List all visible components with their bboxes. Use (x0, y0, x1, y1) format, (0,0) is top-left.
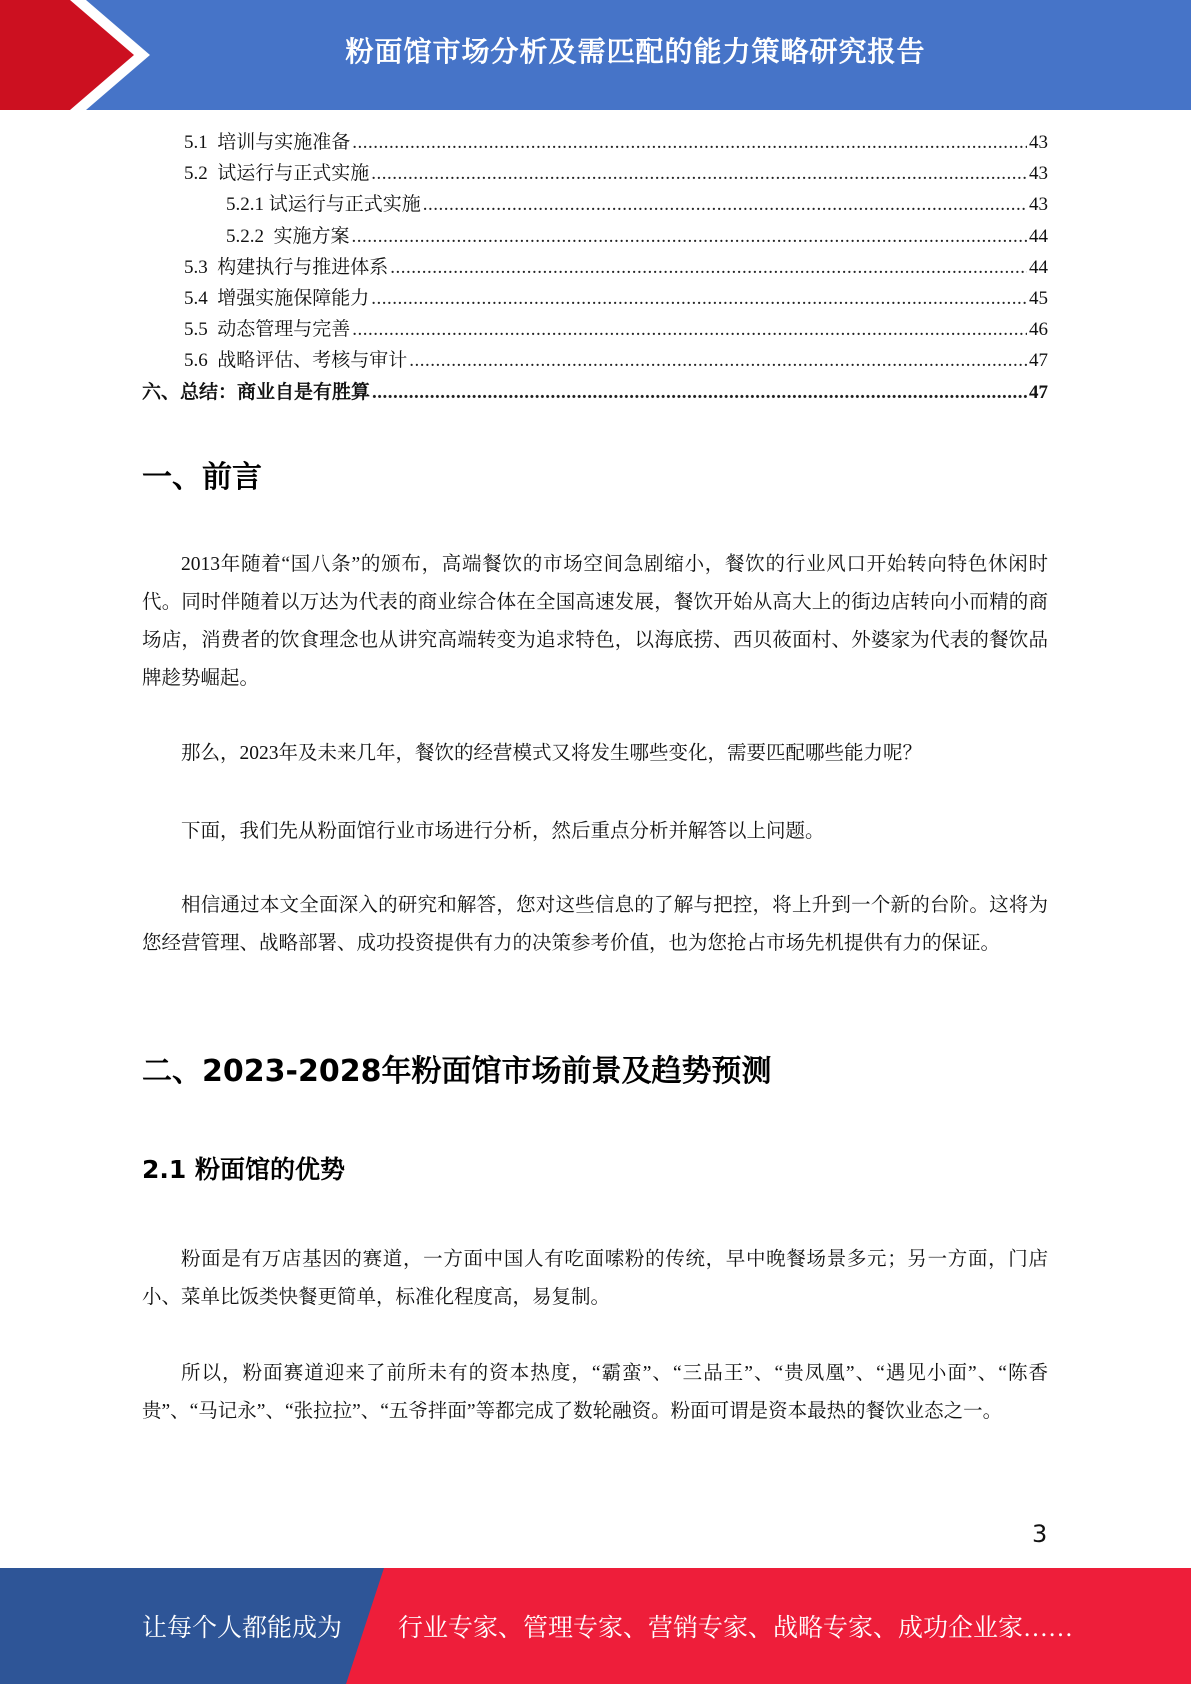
toc-entry-title: 5.2.1 试运行与正式实施 (226, 189, 423, 220)
toc-leader-dots (409, 345, 1027, 376)
toc-leader-dots (352, 314, 1027, 345)
toc-leader-dots (371, 283, 1027, 314)
toc-leader-dots (352, 221, 1027, 252)
toc-entry-page: 43 (1029, 163, 1048, 185)
toc-leader-dots (423, 189, 1027, 220)
paragraph: 粉面是有万店基因的赛道，一方面中国人有吃面嗦粉的传统，早中晚餐场景多元；另一方面，门店小、菜单比饭类快餐更简单，标准化程度高，易复制。 (142, 1249, 1048, 1308)
page-footer (0, 1568, 1191, 1684)
toc-entry-page: 43 (1029, 194, 1048, 216)
toc-leader-dots (390, 252, 1027, 283)
toc-entry[interactable] (142, 377, 1048, 408)
toc-entry[interactable] (142, 158, 1048, 189)
header-title: 粉面馆市场分析及需匹配的能力策略研究报告 (345, 35, 926, 68)
toc-entry[interactable] (142, 345, 1048, 376)
toc-leader-dots (371, 158, 1027, 189)
toc-entry-title: 5.1 培训与实施准备 (184, 127, 352, 158)
paragraph: 那么，2023年及未来几年，餐饮的经营模式又将发生哪些变化，需要匹配哪些能力呢？ (181, 743, 923, 764)
toc-entry-page: 47 (1029, 381, 1048, 403)
page-number: 3 (1032, 1520, 1048, 1548)
section-heading-preface: 一、前言 (142, 460, 262, 495)
toc-entry-page: 44 (1029, 256, 1048, 278)
footer-slogan-right: 行业专家、管理专家、营销专家、战略专家、成功企业家…… (398, 1615, 1074, 1642)
toc-entry[interactable] (142, 189, 1048, 220)
toc-entry-title: 5.4 增强实施保障能力 (184, 283, 371, 314)
toc-entry[interactable] (142, 252, 1048, 283)
toc-entry[interactable] (142, 314, 1048, 345)
paragraph: 所以，粉面赛道迎来了前所未有的资本热度，“霸蛮”、“三品王”、“贵凤凰”、“遇见小面”、“陈香贵”、“马记永”、“张拉拉”、“五爷拌面”等都完成了数轮融资。粉面可谓是资本最热的餐饮业态之一。 (142, 1363, 1048, 1422)
toc-entry-page: 47 (1029, 350, 1048, 372)
toc-entry-page: 43 (1029, 132, 1048, 153)
section-heading-forecast: 二、2023-2028年粉面馆市场前景及趋势预测 (142, 1054, 772, 1089)
page-header (0, 0, 1191, 110)
toc-entry-title: 5.2 试运行与正式实施 (184, 158, 371, 189)
toc-entry-title: 六、总结：商业自是有胜算 (142, 377, 372, 408)
toc-entry[interactable] (142, 221, 1048, 252)
footer-slogan-left: 让每个人都能成为 (142, 1615, 343, 1642)
toc-entry-title: 5.3 构建执行与推进体系 (184, 252, 390, 283)
toc-entry-title: 5.2.2 实施方案 (226, 221, 352, 252)
paragraph: 下面，我们先从粉面馆行业市场进行分析，然后重点分析并解答以上问题。 (181, 821, 825, 842)
toc-entry-page: 46 (1029, 319, 1048, 341)
toc-entry-page: 45 (1029, 287, 1048, 309)
toc-leader-dots (352, 127, 1027, 158)
toc-leader-dots (372, 377, 1027, 408)
toc-entry-page: 44 (1029, 225, 1048, 247)
toc-entry[interactable] (142, 283, 1048, 314)
paragraph: 相信通过本文全面深入的研究和解答，您对这些信息的了解与把控，将上升到一个新的台阶。这将为您经营管理、战略部署、成功投资提供有力的决策参考价值，也为您抢占市场先机提供有力的保证。 (142, 895, 1048, 954)
toc-entry-title: 5.6 战略评估、考核与审计 (184, 345, 409, 376)
toc-entry-title: 5.5 动态管理与完善 (184, 314, 352, 345)
paragraph: 2013年随着“国八条”的颁布，高端餐饮的市场空间急剧缩小，餐饮的行业风口开始转向特色休闲时代。同时伴随着以万达为代表的商业综合体在全国高速发展，餐饮开始从高大上的街边店转向小而精的商场店，消费者的饮食理念也从讲究高端转变为追求特色，以海底捞、西贝莜面村、外婆家为代表的餐饮品牌趁势崛起。 (142, 554, 1048, 689)
subsection-heading-advantages: 2.1 粉面馆的优势 (142, 1155, 345, 1184)
table-of-contents (142, 127, 1048, 408)
toc-entry[interactable] (142, 127, 1048, 158)
